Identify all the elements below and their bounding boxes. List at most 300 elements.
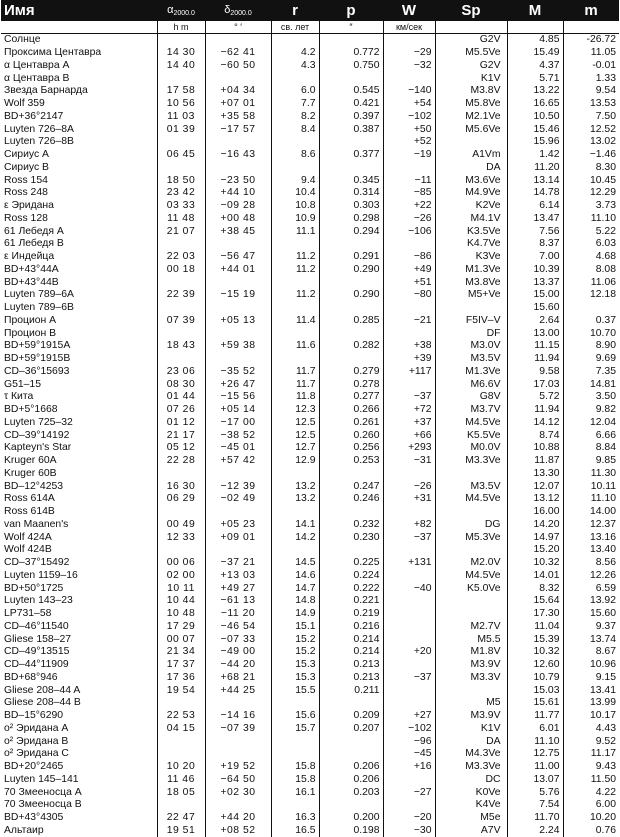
absolute-magnitude-cell: 14.20 — [507, 519, 563, 532]
apparent-magnitude-cell: 9.82 — [563, 404, 619, 417]
parallax-cell: 0.290 — [319, 289, 383, 302]
parallax-cell: 0.222 — [319, 582, 383, 595]
spectral-class-cell: K3.5Ve — [435, 225, 507, 238]
table-row — [1, 34, 619, 47]
absolute-magnitude-cell: 5.76 — [507, 786, 563, 799]
star-name: BD+59°1915A — [1, 340, 157, 353]
distance-cell: 11.6 — [271, 340, 319, 353]
table-row — [1, 633, 619, 646]
spectral-class-cell: M3.5V — [435, 480, 507, 493]
table-row — [1, 225, 619, 238]
table-row — [1, 187, 619, 200]
parallax-cell: 0.750 — [319, 60, 383, 73]
distance-cell — [271, 735, 319, 748]
apparent-magnitude-cell: 12.04 — [563, 417, 619, 430]
radial-velocity-cell: +38 — [383, 340, 435, 353]
absolute-magnitude-cell: 15.49 — [507, 47, 563, 60]
absolute-magnitude-cell: 8.37 — [507, 238, 563, 251]
table-row — [1, 264, 619, 277]
header-w: W — [383, 0, 435, 21]
distance-cell: 15.3 — [271, 672, 319, 685]
header-sp: Sp — [435, 0, 507, 21]
spectral-class-cell — [435, 595, 507, 608]
ra-cell — [157, 34, 205, 47]
dec-cell: −38 52 — [205, 429, 271, 442]
absolute-magnitude-cell: 11.15 — [507, 340, 563, 353]
spectral-class-cell: K4.7Ve — [435, 238, 507, 251]
spectral-class-cell: K3Ve — [435, 251, 507, 264]
apparent-magnitude-cell: 8.84 — [563, 442, 619, 455]
parallax-cell — [319, 302, 383, 315]
absolute-magnitude-cell: 13.47 — [507, 213, 563, 226]
ra-cell — [157, 327, 205, 340]
absolute-magnitude-cell: 16.00 — [507, 506, 563, 519]
ra-cell: 05 12 — [157, 442, 205, 455]
ra-cell: 00 49 — [157, 519, 205, 532]
table-row — [1, 353, 619, 366]
apparent-magnitude-cell: 13.02 — [563, 136, 619, 149]
spectral-class-cell: M5 — [435, 697, 507, 710]
parallax-cell: 0.206 — [319, 774, 383, 787]
star-name: BD+50°1725 — [1, 582, 157, 595]
ra-cell: 10 44 — [157, 595, 205, 608]
distance-cell: 12.5 — [271, 429, 319, 442]
absolute-magnitude-cell: 13.00 — [507, 327, 563, 340]
distance-cell: 15.2 — [271, 646, 319, 659]
dec-cell — [205, 302, 271, 315]
distance-cell: 15.8 — [271, 774, 319, 787]
dec-cell — [205, 697, 271, 710]
dec-cell: +26 47 — [205, 378, 271, 391]
radial-velocity-cell — [383, 506, 435, 519]
radial-velocity-cell — [383, 633, 435, 646]
star-name: CD–36°15693 — [1, 366, 157, 379]
parallax-cell: 0.314 — [319, 187, 383, 200]
parallax-cell: 0.213 — [319, 672, 383, 685]
ra-cell: 11 48 — [157, 213, 205, 226]
table-row — [1, 480, 619, 493]
table-row — [1, 111, 619, 124]
apparent-magnitude-cell: 4.68 — [563, 251, 619, 264]
ra-cell: 22 03 — [157, 251, 205, 264]
radial-velocity-cell — [383, 774, 435, 787]
parallax-cell: 0.216 — [319, 621, 383, 634]
distance-cell: 14.2 — [271, 531, 319, 544]
table-row — [1, 276, 619, 289]
dec-cell: +44 10 — [205, 187, 271, 200]
distance-cell: 8.6 — [271, 149, 319, 162]
star-name: Luyten 726–8B — [1, 136, 157, 149]
table-row — [1, 748, 619, 761]
table-row — [1, 315, 619, 328]
parallax-cell: 0.345 — [319, 174, 383, 187]
spectral-class-cell: DG — [435, 519, 507, 532]
radial-velocity-cell: +20 — [383, 646, 435, 659]
dec-cell — [205, 72, 271, 85]
spectral-class-cell: M4.5Ve — [435, 417, 507, 430]
star-name: G51–15 — [1, 378, 157, 391]
units-sp — [435, 21, 507, 34]
distance-cell — [271, 353, 319, 366]
header-dec — [205, 0, 271, 21]
apparent-magnitude-cell: 7.50 — [563, 111, 619, 124]
star-name: CD–46°11540 — [1, 621, 157, 634]
apparent-magnitude-cell: 0.76 — [563, 825, 619, 837]
dec-cell: +49 27 — [205, 582, 271, 595]
apparent-magnitude-cell: 13.92 — [563, 595, 619, 608]
radial-velocity-cell: +72 — [383, 404, 435, 417]
absolute-magnitude-cell: 15.20 — [507, 544, 563, 557]
dec-cell: −35 52 — [205, 366, 271, 379]
radial-velocity-cell: −20 — [383, 812, 435, 825]
distance-cell: 11.2 — [271, 264, 319, 277]
ra-cell: 11 46 — [157, 774, 205, 787]
radial-velocity-cell — [383, 468, 435, 481]
radial-velocity-cell: −30 — [383, 825, 435, 837]
spectral-class-cell: M2.0V — [435, 557, 507, 570]
distance-cell: 15.7 — [271, 723, 319, 736]
apparent-magnitude-cell: 10.96 — [563, 659, 619, 672]
star-name: Luyten 789–6A — [1, 289, 157, 302]
distance-cell — [271, 544, 319, 557]
spectral-class-cell: M6.6V — [435, 378, 507, 391]
star-name: 61 Лебедя В — [1, 238, 157, 251]
ra-cell: 21 17 — [157, 429, 205, 442]
star-name: Luyten 789–6B — [1, 302, 157, 315]
radial-velocity-cell — [383, 544, 435, 557]
absolute-magnitude-cell: 8.74 — [507, 429, 563, 442]
apparent-magnitude-cell: 9.37 — [563, 621, 619, 634]
spectral-class-cell: M3.8Ve — [435, 276, 507, 289]
apparent-magnitude-cell: 8.90 — [563, 340, 619, 353]
distance-cell — [271, 468, 319, 481]
table-row — [1, 608, 619, 621]
absolute-magnitude-cell: 11.94 — [507, 353, 563, 366]
parallax-cell — [319, 468, 383, 481]
star-name: BD+59°1915B — [1, 353, 157, 366]
star-name: Luyten 1159–16 — [1, 570, 157, 583]
parallax-cell — [319, 276, 383, 289]
radial-velocity-cell: +50 — [383, 123, 435, 136]
distance-cell — [271, 34, 319, 47]
ra-cell — [157, 544, 205, 557]
spectral-class-cell: DF — [435, 327, 507, 340]
ra-cell: 08 30 — [157, 378, 205, 391]
radial-velocity-cell: +49 — [383, 264, 435, 277]
ra-cell: 22 39 — [157, 289, 205, 302]
dec-cell: −61 13 — [205, 595, 271, 608]
star-name: BD+5°1668 — [1, 404, 157, 417]
absolute-magnitude-cell: 11.77 — [507, 710, 563, 723]
parallax-cell: 0.290 — [319, 264, 383, 277]
dec-cell: −44 20 — [205, 659, 271, 672]
table-row — [1, 417, 619, 430]
parallax-cell — [319, 238, 383, 251]
absolute-magnitude-cell: 10.32 — [507, 557, 563, 570]
distance-cell: 10.8 — [271, 200, 319, 213]
ra-cell: 04 15 — [157, 723, 205, 736]
table-row — [1, 251, 619, 264]
dec-cell — [205, 544, 271, 557]
absolute-magnitude-cell: 7.00 — [507, 251, 563, 264]
absolute-magnitude-cell: 10.79 — [507, 672, 563, 685]
radial-velocity-cell — [383, 72, 435, 85]
absolute-magnitude-cell: 7.54 — [507, 799, 563, 812]
header-ra-epoch: 2000.0 — [173, 10, 194, 17]
apparent-magnitude-cell: 13.99 — [563, 697, 619, 710]
radial-velocity-cell: −21 — [383, 315, 435, 328]
distance-cell: 12.9 — [271, 455, 319, 468]
dec-cell: −37 21 — [205, 557, 271, 570]
apparent-magnitude-cell: 10.20 — [563, 812, 619, 825]
parallax-cell — [319, 136, 383, 149]
apparent-magnitude-cell: 9.69 — [563, 353, 619, 366]
radial-velocity-cell: −27 — [383, 786, 435, 799]
apparent-magnitude-cell: 4.43 — [563, 723, 619, 736]
apparent-magnitude-cell: 12.52 — [563, 123, 619, 136]
table-row — [1, 812, 619, 825]
distance-cell: 16.1 — [271, 786, 319, 799]
ra-cell — [157, 72, 205, 85]
star-name: CD–37°15492 — [1, 557, 157, 570]
radial-velocity-cell: −45 — [383, 748, 435, 761]
units-p: ″ — [319, 21, 383, 34]
table-row — [1, 213, 619, 226]
absolute-magnitude-cell: 10.39 — [507, 264, 563, 277]
table-row — [1, 531, 619, 544]
apparent-magnitude-cell: 11.05 — [563, 47, 619, 60]
ra-cell — [157, 276, 205, 289]
absolute-magnitude-cell: 13.14 — [507, 174, 563, 187]
absolute-magnitude-cell: 4.85 — [507, 34, 563, 47]
header-ra — [157, 0, 205, 21]
dec-cell: +19 52 — [205, 761, 271, 774]
table-row — [1, 595, 619, 608]
star-name: BD–12°4253 — [1, 480, 157, 493]
ra-cell: 22 53 — [157, 710, 205, 723]
spectral-class-cell: M3.7V — [435, 404, 507, 417]
apparent-magnitude-cell: 14.81 — [563, 378, 619, 391]
radial-velocity-cell: −37 — [383, 672, 435, 685]
distance-cell: 14.8 — [271, 595, 319, 608]
star-name: Luyten 726–8A — [1, 123, 157, 136]
apparent-magnitude-cell: -0.01 — [563, 60, 619, 73]
star-name: Ross 248 — [1, 187, 157, 200]
absolute-magnitude-cell: 10.88 — [507, 442, 563, 455]
radial-velocity-cell: −85 — [383, 187, 435, 200]
parallax-cell: 0.261 — [319, 417, 383, 430]
dec-cell — [205, 735, 271, 748]
star-name: BD+36°2147 — [1, 111, 157, 124]
spectral-class-cell: M5e — [435, 812, 507, 825]
dec-cell: −46 54 — [205, 621, 271, 634]
star-name: BD+43°4305 — [1, 812, 157, 825]
parallax-cell: 0.260 — [319, 429, 383, 442]
spectral-class-cell: F5IV–V — [435, 315, 507, 328]
ra-cell: 11 03 — [157, 111, 205, 124]
radial-velocity-cell: −140 — [383, 85, 435, 98]
parallax-cell: 0.397 — [319, 111, 383, 124]
parallax-cell — [319, 697, 383, 710]
parallax-cell — [319, 162, 383, 175]
table-row — [1, 697, 619, 710]
ra-cell: 00 07 — [157, 633, 205, 646]
apparent-magnitude-cell: 11.06 — [563, 276, 619, 289]
header-dec-symbol: δ — [224, 4, 230, 16]
radial-velocity-cell: −26 — [383, 213, 435, 226]
absolute-magnitude-cell: 15.61 — [507, 697, 563, 710]
star-name: α Центавра А — [1, 60, 157, 73]
radial-velocity-cell: −86 — [383, 251, 435, 264]
apparent-magnitude-cell: -26.72 — [563, 34, 619, 47]
parallax-cell: 0.277 — [319, 391, 383, 404]
star-name: BD+20°2465 — [1, 761, 157, 774]
spectral-class-cell: K5.5Ve — [435, 429, 507, 442]
apparent-magnitude-cell: 10.11 — [563, 480, 619, 493]
ra-cell: 01 12 — [157, 417, 205, 430]
star-name: Звезда Барнарда — [1, 85, 157, 98]
absolute-magnitude-cell: 14.01 — [507, 570, 563, 583]
dec-cell: −07 33 — [205, 633, 271, 646]
distance-cell: 15.5 — [271, 684, 319, 697]
radial-velocity-cell: −32 — [383, 60, 435, 73]
units-r: св. лет — [271, 21, 319, 34]
spectral-class-cell: K2Ve — [435, 200, 507, 213]
star-name: 61 Лебедя А — [1, 225, 157, 238]
parallax-cell — [319, 327, 383, 340]
parallax-cell: 0.266 — [319, 404, 383, 417]
table-row — [1, 72, 619, 85]
spectral-class-cell: M1.8V — [435, 646, 507, 659]
parallax-cell: 0.230 — [319, 531, 383, 544]
dec-cell: +35 58 — [205, 111, 271, 124]
absolute-magnitude-cell: 2.64 — [507, 315, 563, 328]
ra-cell: 12 33 — [157, 531, 205, 544]
distance-cell: 12.7 — [271, 442, 319, 455]
distance-cell — [271, 748, 319, 761]
radial-velocity-cell: −29 — [383, 47, 435, 60]
table-row — [1, 659, 619, 672]
absolute-magnitude-cell: 11.94 — [507, 404, 563, 417]
dec-cell — [205, 136, 271, 149]
apparent-magnitude-cell: 3.50 — [563, 391, 619, 404]
apparent-magnitude-cell: 8.56 — [563, 557, 619, 570]
dec-cell: −07 39 — [205, 723, 271, 736]
dec-cell — [205, 327, 271, 340]
nearest-stars-table — [1, 0, 619, 837]
absolute-magnitude-cell: 14.97 — [507, 531, 563, 544]
distance-cell: 14.5 — [271, 557, 319, 570]
table-row — [1, 238, 619, 251]
star-name: Ross 614B — [1, 506, 157, 519]
spectral-class-cell: M4.1V — [435, 213, 507, 226]
table-row — [1, 825, 619, 837]
parallax-cell: 0.278 — [319, 378, 383, 391]
dec-cell: −64 50 — [205, 774, 271, 787]
absolute-magnitude-cell: 8.32 — [507, 582, 563, 595]
absolute-magnitude-cell: 13.30 — [507, 468, 563, 481]
parallax-cell: 0.225 — [319, 557, 383, 570]
absolute-magnitude-cell: 10.50 — [507, 111, 563, 124]
star-name: Ross 128 — [1, 213, 157, 226]
absolute-magnitude-cell: 1.42 — [507, 149, 563, 162]
absolute-magnitude-cell: 15.64 — [507, 595, 563, 608]
table-row — [1, 47, 619, 60]
table-row — [1, 786, 619, 799]
distance-cell — [271, 162, 319, 175]
table-row — [1, 123, 619, 136]
star-name: BD+68°946 — [1, 672, 157, 685]
table-row — [1, 468, 619, 481]
table-row — [1, 391, 619, 404]
spectral-class-cell: M5.5Ve — [435, 47, 507, 60]
absolute-magnitude-cell: 7.56 — [507, 225, 563, 238]
absolute-magnitude-cell: 15.60 — [507, 302, 563, 315]
header-m-apparent: m — [563, 0, 619, 21]
star-name: LP731–58 — [1, 608, 157, 621]
table-row — [1, 429, 619, 442]
parallax-cell: 0.282 — [319, 340, 383, 353]
spectral-class-cell: DA — [435, 162, 507, 175]
spectral-class-cell: G2V — [435, 34, 507, 47]
spectral-class-cell: G8V — [435, 391, 507, 404]
header-row — [1, 0, 619, 21]
spectral-class-cell — [435, 544, 507, 557]
ra-cell: 14 40 — [157, 60, 205, 73]
absolute-magnitude-cell: 11.04 — [507, 621, 563, 634]
parallax-cell: 0.256 — [319, 442, 383, 455]
dec-cell — [205, 276, 271, 289]
star-name: Проксима Центавра — [1, 47, 157, 60]
parallax-cell: 0.232 — [319, 519, 383, 532]
dec-cell: −17 57 — [205, 123, 271, 136]
parallax-cell: 0.209 — [319, 710, 383, 723]
distance-cell — [271, 302, 319, 315]
ra-cell: 01 44 — [157, 391, 205, 404]
parallax-cell: 0.303 — [319, 200, 383, 213]
distance-cell: 4.3 — [271, 60, 319, 73]
apparent-magnitude-cell: 6.00 — [563, 799, 619, 812]
distance-cell: 15.2 — [271, 633, 319, 646]
apparent-magnitude-cell: 15.60 — [563, 608, 619, 621]
star-name: o² Эридана А — [1, 723, 157, 736]
table-row — [1, 774, 619, 787]
ra-cell: 17 37 — [157, 659, 205, 672]
apparent-magnitude-cell: 10.70 — [563, 327, 619, 340]
parallax-cell: 0.772 — [319, 47, 383, 60]
spectral-class-cell: K5.0Ve — [435, 582, 507, 595]
absolute-magnitude-cell: 11.10 — [507, 735, 563, 748]
radial-velocity-cell: +16 — [383, 761, 435, 774]
apparent-magnitude-cell — [563, 302, 619, 315]
dec-cell: +08 52 — [205, 825, 271, 837]
table-row — [1, 455, 619, 468]
dec-cell: −15 56 — [205, 391, 271, 404]
ra-cell: 10 11 — [157, 582, 205, 595]
ra-cell: 00 18 — [157, 264, 205, 277]
spectral-class-cell: M5.5 — [435, 633, 507, 646]
parallax-cell: 0.377 — [319, 149, 383, 162]
table-row — [1, 544, 619, 557]
spectral-class-cell: M4.9Ve — [435, 187, 507, 200]
radial-velocity-cell: +131 — [383, 557, 435, 570]
star-name: Wolf 359 — [1, 98, 157, 111]
spectral-class-cell: G2V — [435, 60, 507, 73]
star-name: Ross 154 — [1, 174, 157, 187]
star-name: Альтаир — [1, 825, 157, 837]
parallax-cell: 0.224 — [319, 570, 383, 583]
radial-velocity-cell: −40 — [383, 582, 435, 595]
